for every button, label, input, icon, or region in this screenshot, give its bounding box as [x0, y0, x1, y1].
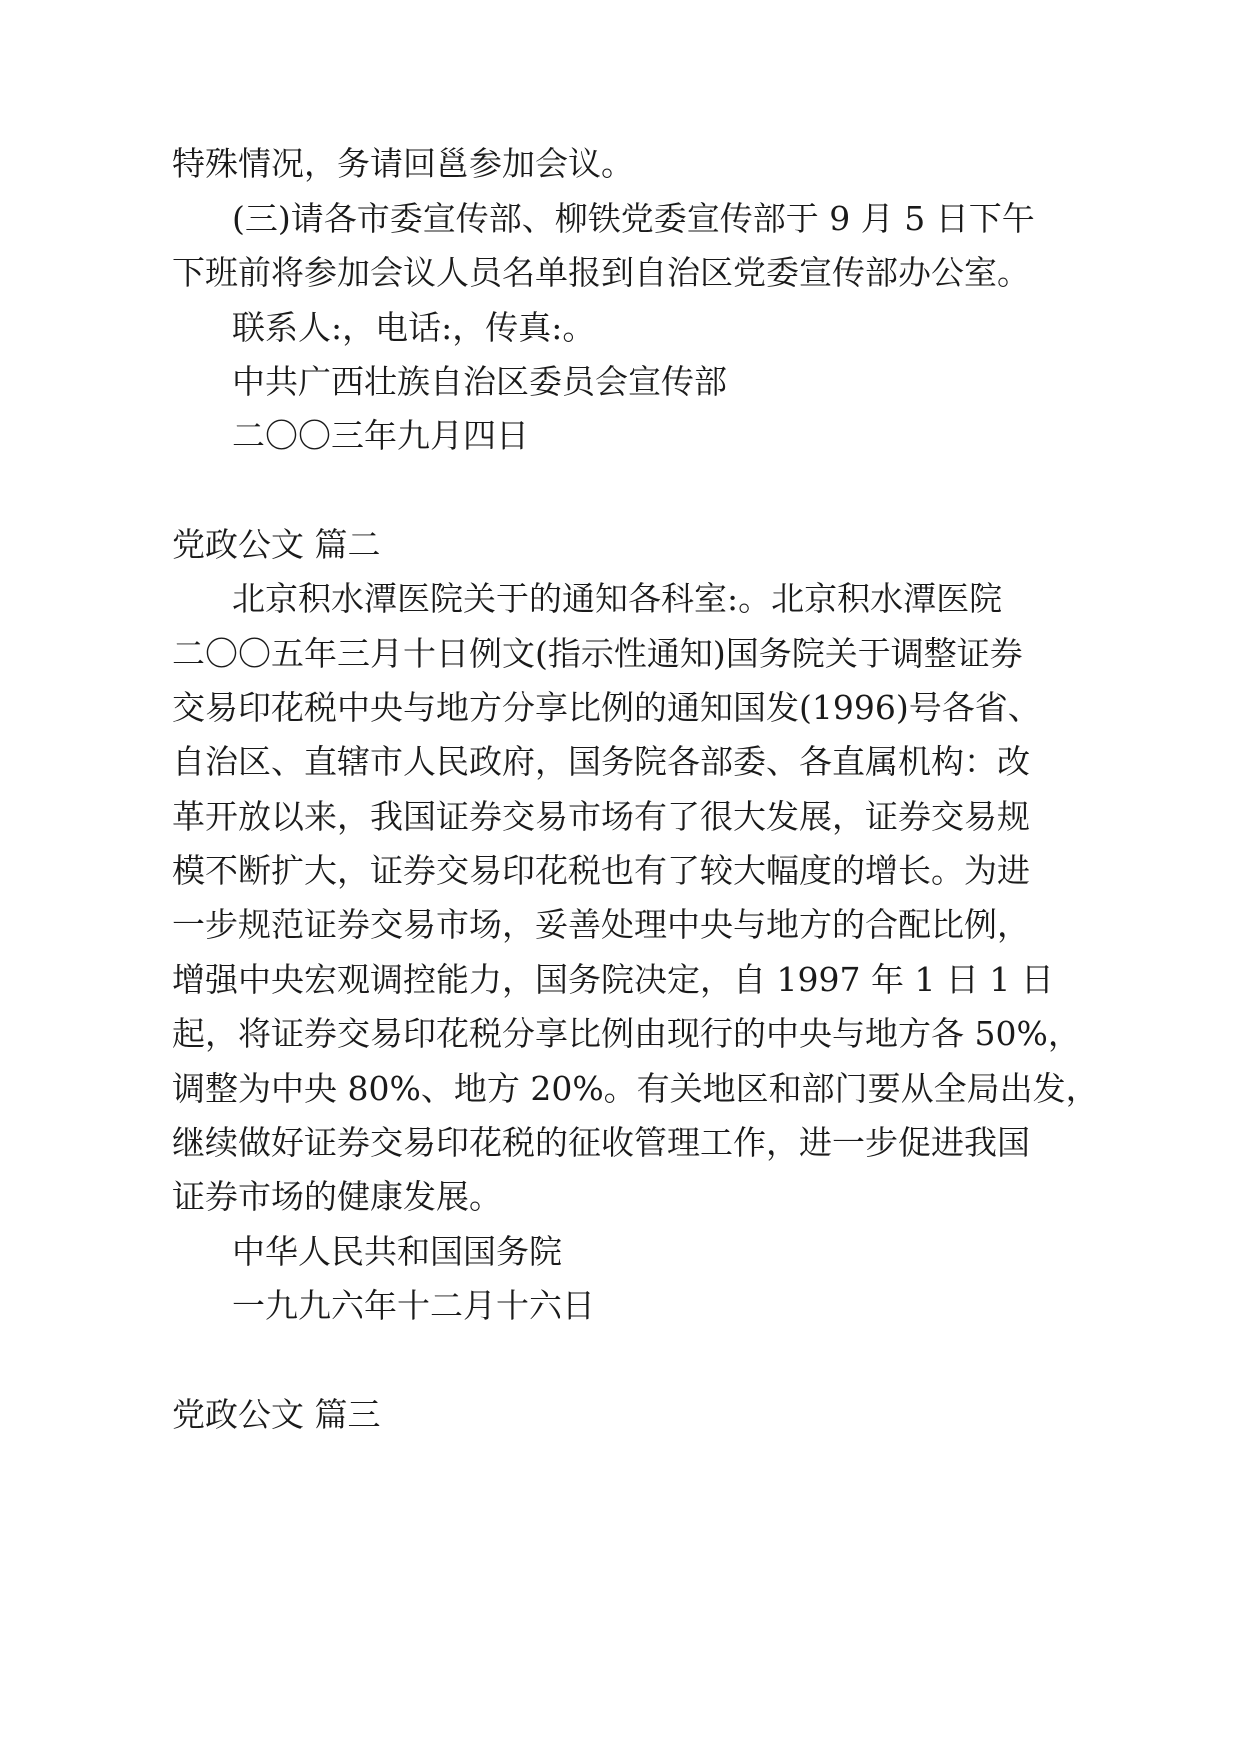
section-heading: 党政公文 篇二	[172, 525, 381, 564]
text-line: 下班前将参加会议人员名单报到自治区党委宣传部办公室。	[172, 253, 1030, 292]
paragraph-line: 继续做好证券交易印花税的征收管理工作，进一步促进我国	[172, 1123, 1030, 1162]
signature-date: 二〇〇三年九月四日	[232, 416, 529, 455]
paragraph-line: 自治区、直辖市人民政府，国务院各部委、各直属机构：改	[172, 742, 1030, 781]
paragraph-line: 北京积水潭医院关于的通知各科室:。北京积水潭医院	[232, 579, 1003, 618]
section-heading: 党政公文 篇三	[172, 1395, 381, 1434]
paragraph-line: 二〇〇五年三月十日例文(指示性通知)国务院关于调整证券	[172, 634, 1023, 673]
paragraph-line: 起，将证券交易印花税分享比例由现行的中央与地方各 50%，	[172, 1014, 1081, 1053]
signature-date: 一九九六年十二月十六日	[232, 1286, 595, 1325]
text-line: (三)请各市委宣传部、柳铁党委宣传部于 9 月 5 日下午	[232, 199, 1035, 238]
contact-line: 联系人:，电话:，传真:。	[232, 308, 596, 347]
paragraph-line: 交易印花税中央与地方分享比例的通知国发(1996)号各省、	[172, 688, 1041, 727]
paragraph-line: 一步规范证券交易市场，妥善处理中央与地方的合配比例，	[172, 905, 1030, 944]
signature-org: 中共广西壮族自治区委员会宣传部	[232, 362, 727, 401]
paragraph-line: 增强中央宏观调控能力，国务院决定，自 1997 年 1 日 1 日	[172, 960, 1054, 999]
signature-org: 中华人民共和国国务院	[232, 1232, 562, 1271]
paragraph-line: 证券市场的健康发展。	[172, 1177, 502, 1216]
paragraph-line: 模不断扩大，证券交易印花税也有了较大幅度的增长。为进	[172, 851, 1030, 890]
text-line: 特殊情况，务请回邕参加会议。	[172, 144, 634, 183]
paragraph-line: 革开放以来，我国证券交易市场有了很大发展，证券交易规	[172, 797, 1030, 836]
paragraph-line: 调整为中央 80%、地方 20%。有关地区和部门要从全局出发，	[172, 1069, 1099, 1108]
